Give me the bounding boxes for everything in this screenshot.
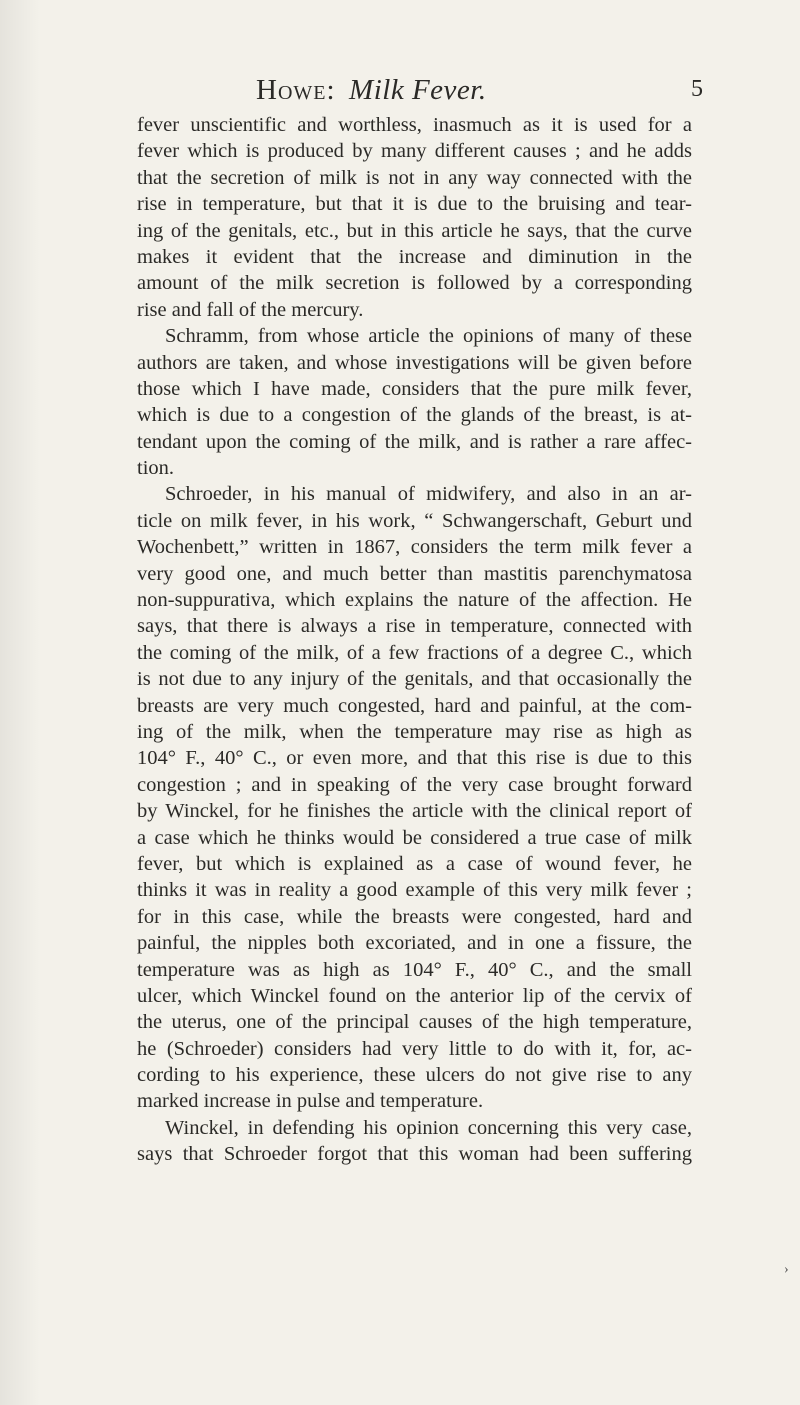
- text-line: tendant upon the coming of the milk, and is rather a rare affec-: [137, 430, 692, 453]
- text-line: fever which is produced by many different causes ; and he adds: [137, 140, 692, 163]
- text-line: fever, but which is explained as a case of wound fever, he: [137, 852, 692, 875]
- text-line: marked increase in pulse and temperature.: [137, 1090, 484, 1113]
- text-line: says, that there is always a rise in temperature, connected with: [137, 615, 692, 638]
- text-line: Winckel, in defending his opinion concerning this very case,: [165, 1116, 692, 1139]
- text-line: the coming of the milk, of a few fractions of a degree C., which: [137, 641, 692, 664]
- text-line: a case which he thinks would be considered a true case of milk: [137, 826, 692, 849]
- text-line: is not due to any injury of the genitals, and that occasionally the: [137, 668, 692, 691]
- text-line: for in this case, while the breasts were congested, hard and: [137, 905, 692, 928]
- text-line: rise in temperature, but that it is due to the bruising and tear-: [137, 193, 692, 216]
- running-title: [256, 74, 487, 107]
- text-line: Schroeder, in his manual of midwifery, and also in an ar-: [165, 483, 692, 506]
- margin-mark: ›: [784, 1262, 789, 1277]
- text-line: very good one, and much better than mastitis parenchymatosa: [137, 562, 692, 585]
- text-line: fever unscientific and worthless, inasmuch as it is used for a: [137, 114, 692, 136]
- running-head-separator: :: [326, 74, 336, 106]
- text-line: congestion ; and in speaking of the very case brought forward: [137, 773, 692, 796]
- text-line: breasts are very much congested, hard and painful, at the com-: [137, 694, 692, 717]
- text-line: cording to his experience, these ulcers do not give rise to any: [137, 1064, 692, 1087]
- text-line: tion.: [137, 457, 175, 480]
- text-line: Schramm, from whose article the opinions of many of these: [165, 325, 692, 348]
- text-line: makes it evident that the increase and diminution in the: [137, 245, 692, 268]
- text-line: he (Schroeder) considers had very little to do with it, for, ac-: [137, 1037, 692, 1060]
- running-head-subject: Milk Fever.: [349, 74, 487, 106]
- text-line: ing of the genitals, etc., but in this article he says, that the curve: [137, 219, 692, 242]
- running-head-author: Howe: [256, 74, 327, 106]
- text-line: 104° F., 40° C., or even more, and that this rise is due to this: [137, 747, 692, 770]
- page-number: 5: [691, 76, 703, 102]
- text-line: that the secretion of milk is not in any way connected with the: [137, 166, 692, 189]
- text-line: the uterus, one of the principal causes of the high temperature,: [137, 1011, 692, 1034]
- binding-shadow: [0, 0, 40, 1405]
- body-text: [137, 112, 692, 1168]
- text-line: non-suppurativa, which explains the nature of the affection. He: [137, 589, 692, 612]
- text-line: Wochenbett,” written in 1867, considers the term milk fever a: [137, 536, 692, 559]
- running-head: [0, 74, 800, 114]
- text-line: rise and fall of the mercury.: [137, 298, 364, 321]
- text-line: says that Schroeder forgot that this woman had been suffering: [137, 1143, 692, 1166]
- text-line: ulcer, which Winckel found on the anterior lip of the cervix of: [137, 984, 692, 1007]
- text-line: temperature was as high as 104° F., 40° C., and the small: [137, 958, 692, 981]
- text-line: authors are taken, and whose investigations will be given before: [137, 351, 692, 374]
- text-line: those which I have made, considers that the pure milk fever,: [137, 377, 692, 400]
- text-line: ticle on milk fever, in his work, “ Schwangerschaft, Geburt und: [137, 509, 692, 532]
- text-line: thinks it was in reality a good example of this very milk fever ;: [137, 879, 692, 902]
- text-line: which is due to a congestion of the glands of the breast, is at-: [137, 404, 692, 427]
- text-line: amount of the milk secretion is followed by a corresponding: [137, 272, 692, 295]
- text-line: ing of the milk, when the temperature may rise as high as: [137, 720, 692, 743]
- text-line: painful, the nipples both excoriated, and in one a fissure, the: [137, 932, 692, 955]
- text-line: by Winckel, for he finishes the article with the clinical report of: [137, 800, 692, 823]
